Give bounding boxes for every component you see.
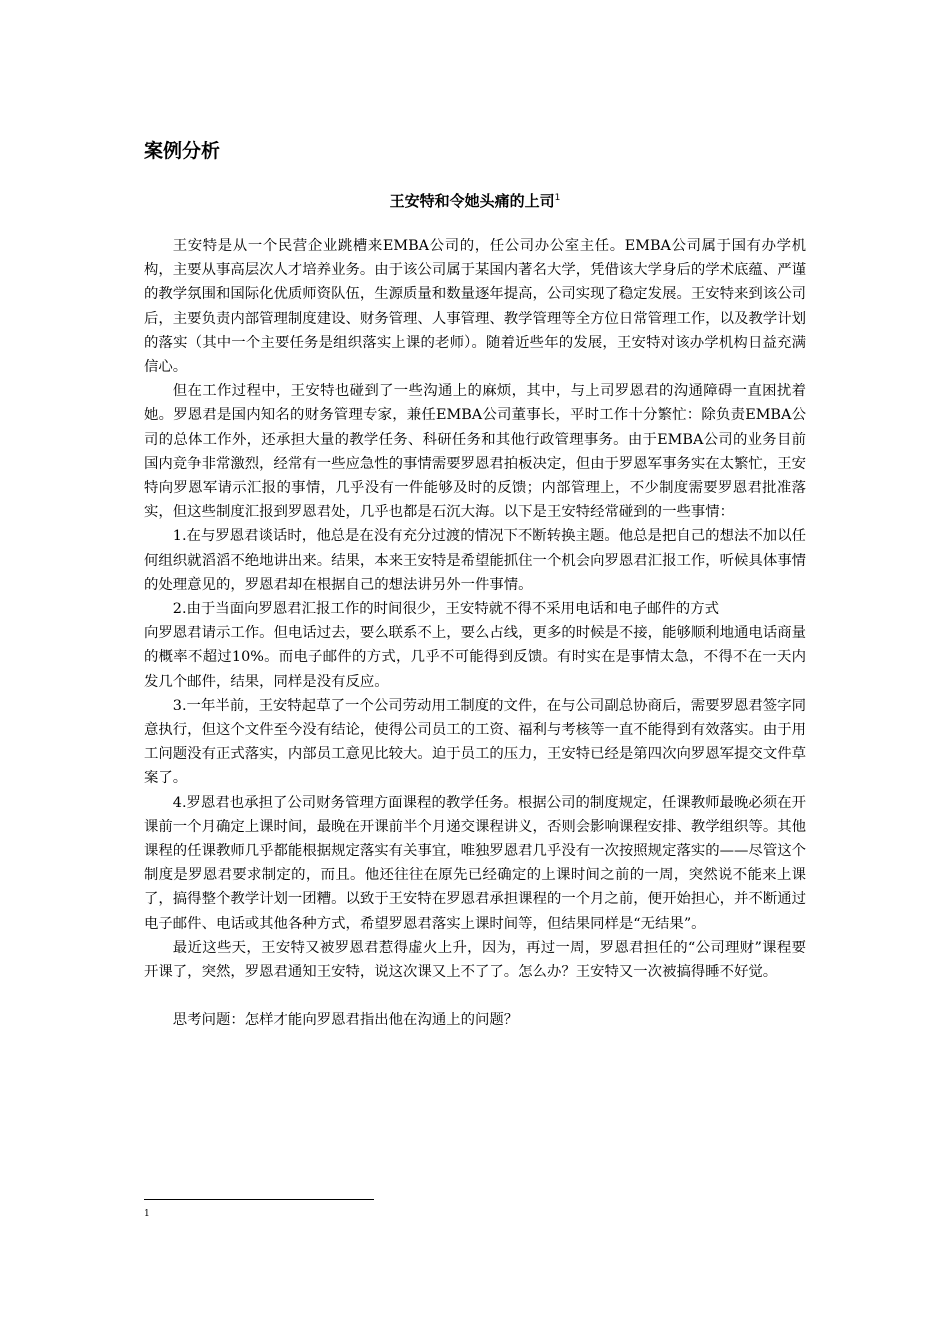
- footnote-reference[interactable]: 1: [554, 193, 561, 203]
- footnote-divider: [144, 1199, 374, 1200]
- document-title: [144, 186, 806, 213]
- document-body: [144, 234, 806, 1033]
- footnote: 1: [144, 1209, 150, 1219]
- paragraph-item-1: 1.在与罗恩君谈话时，他总是在没有充分过渡的情况下不断转换主题。他总是把自己的想法不加以任何组织就滔滔不绝地讲出来。结果，本来王安特是希望能抓住一个机会向罗恩君汇报工作，听候具体事情的处理意见的，罗恩君却在根据自己的想法讲另外一件事情。: [144, 528, 806, 593]
- paragraph-item-2-start: 2.由于当面向罗恩君汇报工作的时间很少，王安特就不得不采用电话和电子邮件的方式: [172, 601, 719, 618]
- paragraph-recent: 最近这些天，王安特又被罗恩君惹得虚火上升，因为，再过一周，罗恩君担任的“公司理财”课程要开课了，突然，罗恩君通知王安特，说这次课又上不了了。怎么办？王安特又一次被搞得睡不好觉。: [144, 939, 806, 981]
- paragraph-item-2-continued: 向罗恩君请示工作。但电话过去，要么联系不上，要么占线，更多的时候是不接，能够顺利地通电话商量的概率不超过10%。而电子邮件的方式，几乎不可能得到反馈。有时实在是事情太急，不得不在一天内发几个邮件，结果，同样是没有反应。: [144, 625, 806, 690]
- paragraph-problem: 但在工作过程中，王安特也碰到了一些沟通上的麻烦，其中，与上司罗恩君的沟通障碍一直困扰着她。罗恩君是国内知名的财务管理专家，兼任EMBA公司董事长，平时工作十分繁忙：除负责EMBA公司的总体工作外，还承担大量的教学任务、科研任务和其他行政管理事务。由于EMBA公司的业务目前国内竞争非常激烈，经常有一些应急性的事情需要罗恩君拍板决定，但由于罗恩军事务实在太繁忙，王安特向罗恩军请示汇报的事情，几乎没有一件能够及时的反馈；内部管理上，不少制度需要罗恩君批准落实，但这些制度汇报到罗恩君处，几乎也都是石沉大海。以下是王安特经常碰到的一些事情：: [144, 383, 806, 521]
- document-title-text: 王安特和令她头痛的上司: [389, 192, 555, 210]
- paragraph-intro: 王安特是从一个民营企业跳槽来EMBA公司的，任公司办公室主任。EMBA公司属于国有办学机构，主要从事高层次人才培养业务。由于该公司属于某国内著名大学，凭借该大学身后的学术底蕴、严谨的教学氛围和国际化优质师资队伍，生源质量和数量逐年提高，公司实现了稳定发展。王安特来到该公司后，主要负责内部管理制度建设、财务管理、人事管理、教学管理等全方位日常管理工作，以及教学计划的落实（其中一个主要任务是组织落实上课的老师）。随着近些年的发展，王安特对该办学机构日益充满信心。: [144, 238, 806, 376]
- paragraph-item-3: 3.一年半前，王安特起草了一个公司劳动用工制度的文件，在与公司副总协商后，需要罗恩君签字同意执行，但这个文件至今没有结论，使得公司员工的工资、福利与考核等一直不能得到有效落实。由于用工问题没有正式落实，内部员工意见比较大。迫于员工的压力，王安特已经是第四次向罗恩军提交文件草案了。: [144, 697, 806, 787]
- paragraph-item-4: 4.罗恩君也承担了公司财务管理方面课程的教学任务。根据公司的制度规定，任课教师最晚必须在开课前一个月确定上课时间，最晚在开课前半个月递交课程讲义，否则会影响课程安排、教学组织等。其他课程的任课教师几乎都能根据规定落实有关事宜，唯独罗恩君几乎没有一次按照规定落实的——尽管这个制度是罗恩君要求制定的，而且。他还往往在原先已经确定的上课时间之前的一周，突然说不能来上课了，搞得整个教学计划一团糟。以致于王安特在罗恩君承担课程的一个月之前，便开始担心，并不断通过电子邮件、电话或其他各种方式，希望罗恩君落实上课时间等，但结果同样是“无结果”。: [144, 794, 806, 932]
- section-title: 案例分析: [144, 140, 221, 162]
- discussion-question: 思考问题：怎样才能向罗恩君指出他在沟通上的问题？: [172, 1012, 519, 1029]
